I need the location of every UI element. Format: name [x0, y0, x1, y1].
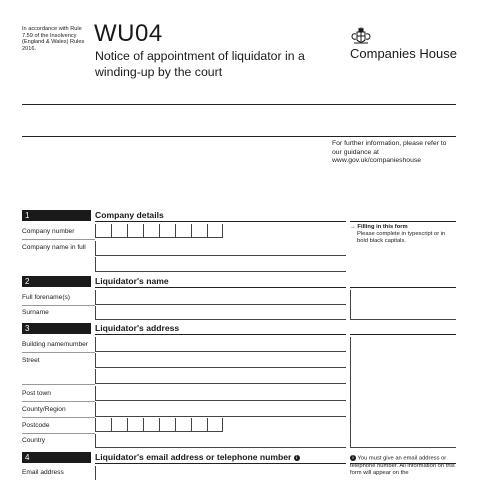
filling-note [350, 224, 456, 245]
divider [350, 334, 456, 335]
email-note [350, 455, 458, 477]
postcode-box[interactable] [175, 418, 191, 432]
divider [22, 401, 95, 402]
form-title: Notice of appointment of liquidator in a winding-up by the court [95, 49, 305, 79]
postcode-box[interactable] [191, 418, 207, 432]
email-input[interactable] [95, 466, 346, 480]
post-town-input[interactable] [95, 386, 346, 401]
divider [22, 352, 95, 353]
email-note-text: You must give an email address or telephone number. All information on this form will appear on the [350, 455, 455, 476]
field-label: Surname [22, 309, 49, 316]
street-input-line2[interactable] [95, 369, 346, 384]
form-code: WU04 [94, 20, 163, 47]
forenames-input[interactable] [95, 290, 346, 305]
digit-box[interactable] [111, 224, 127, 238]
postcode-box[interactable] [111, 418, 127, 432]
info-icon: i [350, 455, 356, 461]
field-label: Company name in full [22, 244, 86, 251]
filling-note-text: Please complete in typescript or in bold black capitals. [357, 231, 446, 244]
section-title: Liquidator's address [95, 323, 180, 333]
further-info: For further information, please refer to our guidance at www.gov.uk/companieshouse [332, 140, 447, 165]
section-number: 3 [22, 323, 91, 334]
digit-box[interactable] [191, 224, 207, 238]
street-input[interactable] [95, 353, 346, 368]
digit-box[interactable] [127, 224, 143, 238]
royal-crest-icon [350, 26, 372, 46]
divider [22, 136, 456, 137]
section-number: 1 [22, 210, 91, 221]
company-name-input-line2[interactable] [95, 257, 346, 272]
divider [95, 287, 346, 288]
filling-note-title: Filling in this form [357, 224, 408, 230]
section-title: Company details [95, 210, 164, 220]
digit-box[interactable] [175, 224, 191, 238]
digit-box[interactable] [95, 224, 111, 238]
companies-house-logo [350, 26, 460, 61]
field-label: Country [22, 437, 46, 444]
divider [95, 221, 346, 222]
divider [22, 417, 95, 418]
section-title-text: Liquidator's email address or telephone number [95, 452, 292, 462]
digit-box[interactable] [159, 224, 175, 238]
divider [350, 287, 456, 288]
company-name-input[interactable] [95, 241, 346, 256]
info-icon: i [294, 455, 300, 461]
divider [95, 334, 346, 335]
section-number: 2 [22, 276, 91, 287]
field-label: Street [22, 357, 40, 364]
org-name: Companies House [350, 46, 457, 61]
postcode-box[interactable] [127, 418, 143, 432]
side-panel [350, 290, 456, 320]
building-input[interactable] [95, 337, 346, 352]
side-panel [350, 337, 456, 448]
company-number-input[interactable] [95, 224, 223, 238]
divider [350, 221, 456, 222]
field-label: Building name/number [22, 341, 88, 348]
field-label: Email address [22, 469, 64, 476]
divider [22, 433, 95, 434]
digit-box[interactable] [143, 224, 159, 238]
county-input[interactable] [95, 402, 346, 417]
divider [22, 384, 95, 385]
field-label: Company number [22, 228, 75, 235]
divider [22, 104, 456, 105]
postcode-box[interactable] [159, 418, 175, 432]
section-title [95, 452, 300, 463]
section-number: 4 [22, 452, 91, 463]
divider [22, 239, 95, 240]
legal-note: In accordance with Rule 7.59 of the Insolvency (England & Wales) Rules 2016. [22, 26, 85, 52]
field-label: Postcode [22, 422, 50, 429]
section-title: Liquidator's name [95, 276, 169, 286]
postcode-box[interactable] [95, 418, 111, 432]
country-input[interactable] [95, 434, 346, 448]
field-label: Post town [22, 390, 51, 397]
field-label: Full forename(s) [22, 294, 71, 301]
surname-input[interactable] [95, 306, 346, 320]
arrow-right-icon: → [350, 224, 356, 230]
digit-box[interactable] [207, 224, 223, 238]
postcode-box[interactable] [207, 418, 223, 432]
postcode-input[interactable] [95, 418, 223, 432]
divider [22, 305, 95, 306]
field-label: County/Region [22, 406, 66, 413]
postcode-box[interactable] [143, 418, 159, 432]
divider [95, 463, 346, 464]
